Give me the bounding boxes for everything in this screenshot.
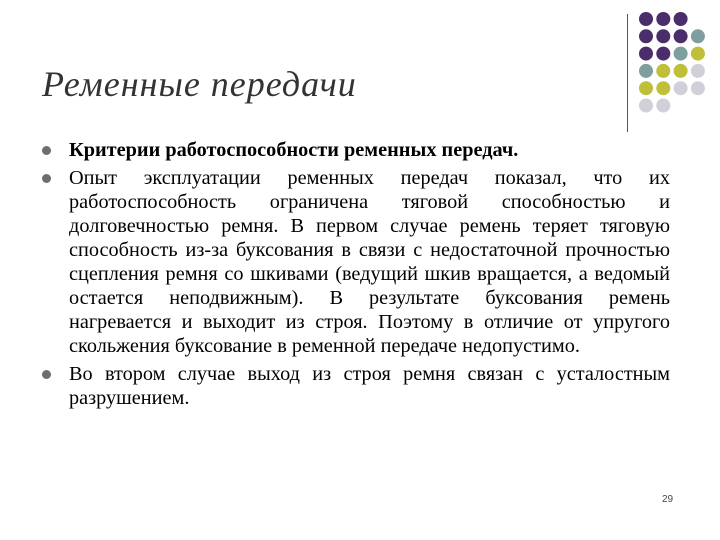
decorative-dot: [691, 47, 705, 61]
decorative-dot: [674, 29, 688, 43]
bullet-item-fatigue: [40, 362, 670, 410]
decorative-dot: [656, 64, 670, 78]
decorative-dot: [656, 12, 670, 26]
decorative-dot: [656, 29, 670, 43]
decorative-dot: [639, 64, 653, 78]
bullet-item-criteria: [40, 138, 670, 162]
bullet-text: Опыт эксплуатации ременных передач показал, что их работоспособность ограничена тяговой способностью и долговечностью ремня. В первом случае ремень теряет тяговую способность из-за буксования в связи с недостаточной прочностью сцепления ремня со шкивами (ведущий шкив вращается, а ведомый остается неподвижным). В результате буксования ремень нагревается и выходит из строя. Поэтому в отличие от упругого скольжения буксование в ременной передаче недопустимо.: [69, 167, 670, 357]
bullet-list: [40, 138, 670, 410]
bullet-text: Критерии работоспособности ременных передач.: [69, 139, 519, 161]
decorative-dot: [639, 29, 653, 43]
decorative-dot: [674, 47, 688, 61]
bullet-dot-icon: [42, 146, 51, 155]
decorative-dot: [674, 12, 688, 26]
decorative-dot: [656, 81, 670, 95]
decorative-dot: [656, 99, 670, 113]
bullet-dot-icon: [42, 174, 51, 183]
decorative-dot: [691, 64, 705, 78]
decorative-dot: [639, 47, 653, 61]
decorative-vertical-line: [627, 14, 628, 132]
decorative-dot: [674, 64, 688, 78]
decorative-dot: [691, 29, 705, 43]
bullet-item-experience: [40, 166, 670, 358]
decorative-dot: [639, 99, 653, 113]
decorative-dot: [639, 81, 653, 95]
slide-title: Ременные передачи: [42, 64, 357, 104]
bullet-text: Во втором случае выход из строя ремня связан с усталостным разрушением.: [69, 363, 670, 409]
decorative-dot: [639, 12, 653, 26]
bullet-dot-icon: [42, 370, 51, 379]
decorative-dot: [674, 81, 688, 95]
page-number: 29: [662, 494, 674, 505]
decorative-dot: [691, 81, 705, 95]
decorative-dot: [656, 47, 670, 61]
